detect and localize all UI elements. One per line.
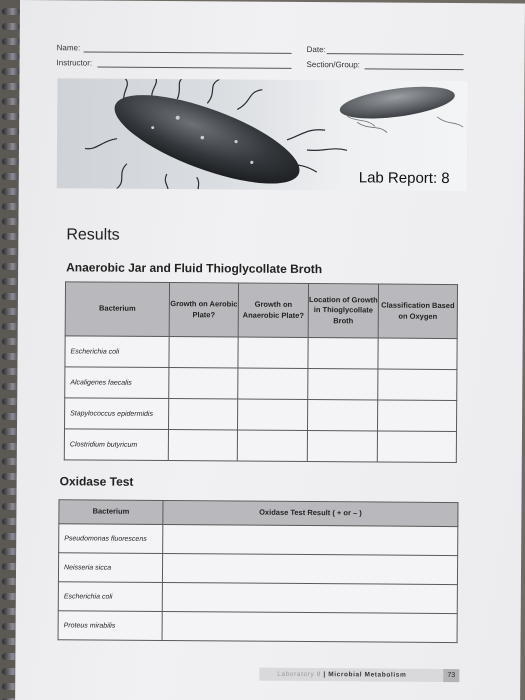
anaerobic-growth-cell[interactable] (238, 368, 308, 399)
table-row (59, 524, 458, 556)
binding-ring (2, 158, 20, 165)
aerobic-growth-cell[interactable] (169, 399, 238, 430)
name-field[interactable] (84, 51, 292, 53)
bacterium-name: Pseudomonas fluorescens (59, 524, 163, 554)
thioglycollate-location-cell[interactable] (308, 338, 378, 369)
oxygen-classification-cell[interactable] (378, 369, 457, 401)
col-header-thioglycollate-location: Location of Growth in Thioglycollate Broth (308, 284, 378, 338)
oxygen-classification-cell[interactable] (378, 338, 457, 370)
col-header-aerobic-growth: Growth on Aerobic Plate? (169, 283, 238, 337)
aerobic-growth-cell[interactable] (169, 337, 238, 368)
oxidase-result-cell[interactable] (163, 525, 458, 556)
footer-title: Microbial Metabolism (328, 671, 407, 679)
col-header-bacterium: Bacterium (65, 282, 169, 337)
col-header-oxidase-result: Oxidase Test Result ( + or – ) (163, 501, 458, 527)
anaerobic-results-table (64, 281, 458, 463)
col-header-anaerobic-growth: Growth on Anaerobic Plate? (238, 283, 308, 337)
binding-ring (2, 188, 20, 195)
binding-ring (2, 143, 20, 150)
anaerobic-section-title: Anaerobic Jar and Fluid Thioglycollate Broth (66, 260, 323, 277)
binding-ring (2, 203, 20, 210)
binding-ring (2, 8, 20, 15)
bacterium-name: Neisseria sicca (58, 553, 162, 583)
bacterium-name: Stapylococcus epidermidis (65, 398, 169, 430)
bacterium-name: Proteus mirabilis (58, 611, 162, 641)
small-flagella (347, 116, 463, 133)
section-group-label: Section/Group: (306, 60, 360, 70)
aerobic-growth-cell[interactable] (169, 368, 238, 399)
lab-report-page (15, 0, 525, 700)
binding-ring (2, 53, 20, 60)
binding-ring (2, 173, 20, 180)
binding-ring (2, 113, 20, 120)
lab-report-title: Lab Report: 8 (358, 169, 450, 188)
table-row (65, 336, 457, 370)
oxidase-result-cell[interactable] (162, 554, 457, 585)
oxidase-section-title: Oxidase Test (59, 474, 134, 489)
anaerobic-growth-cell[interactable] (238, 337, 308, 368)
bacterium-name: Escherichia coli (65, 336, 169, 368)
binding-ring (2, 68, 20, 75)
col-header-oxygen-classification: Classification Based on Oxygen (378, 284, 457, 339)
oxidase-result-cell[interactable] (162, 612, 457, 643)
table-row (58, 582, 457, 614)
bacterium-name: Escherichia coli (58, 582, 162, 612)
oxidase-results-table (58, 499, 459, 643)
oxygen-classification-cell[interactable] (377, 400, 456, 432)
anaerobic-growth-cell[interactable] (238, 399, 308, 430)
table-row (58, 611, 457, 643)
thioglycollate-location-cell[interactable] (308, 400, 378, 431)
instructor-label: Instructor: (56, 58, 93, 68)
page-footer (259, 668, 459, 682)
date-label: Date: (306, 45, 326, 55)
section-group-field[interactable] (365, 68, 464, 70)
binding-ring (2, 83, 20, 90)
binding-ring (2, 23, 20, 30)
footer-divider: | (323, 671, 329, 679)
table-row (64, 429, 456, 463)
binding-ring (2, 233, 20, 240)
aerobic-growth-cell[interactable] (168, 430, 237, 461)
footer-chapter: Laboratory 8 (277, 670, 322, 679)
anaerobic-growth-cell[interactable] (237, 430, 307, 461)
binding-ring (2, 218, 20, 225)
oxidase-result-cell[interactable] (162, 583, 457, 614)
table-row (58, 553, 457, 585)
results-heading: Results (66, 226, 120, 244)
col-header-bacterium: Bacterium (59, 500, 163, 525)
page-number: 73 (443, 669, 459, 682)
binding-ring (2, 98, 20, 105)
large-bacterium (105, 78, 310, 191)
bacterium-name: Clostridium butyricum (64, 429, 168, 461)
binding-ring (2, 128, 20, 135)
name-label: Name: (56, 43, 81, 53)
thioglycollate-location-cell[interactable] (308, 369, 378, 400)
table-row (65, 367, 457, 401)
table-row (65, 398, 457, 432)
bacterium-name: Alcaligenes faecalis (65, 367, 169, 399)
thioglycollate-location-cell[interactable] (307, 431, 377, 462)
date-field[interactable] (327, 53, 464, 55)
binding-ring (2, 38, 20, 45)
instructor-field[interactable] (98, 67, 292, 69)
oxygen-classification-cell[interactable] (377, 431, 456, 463)
